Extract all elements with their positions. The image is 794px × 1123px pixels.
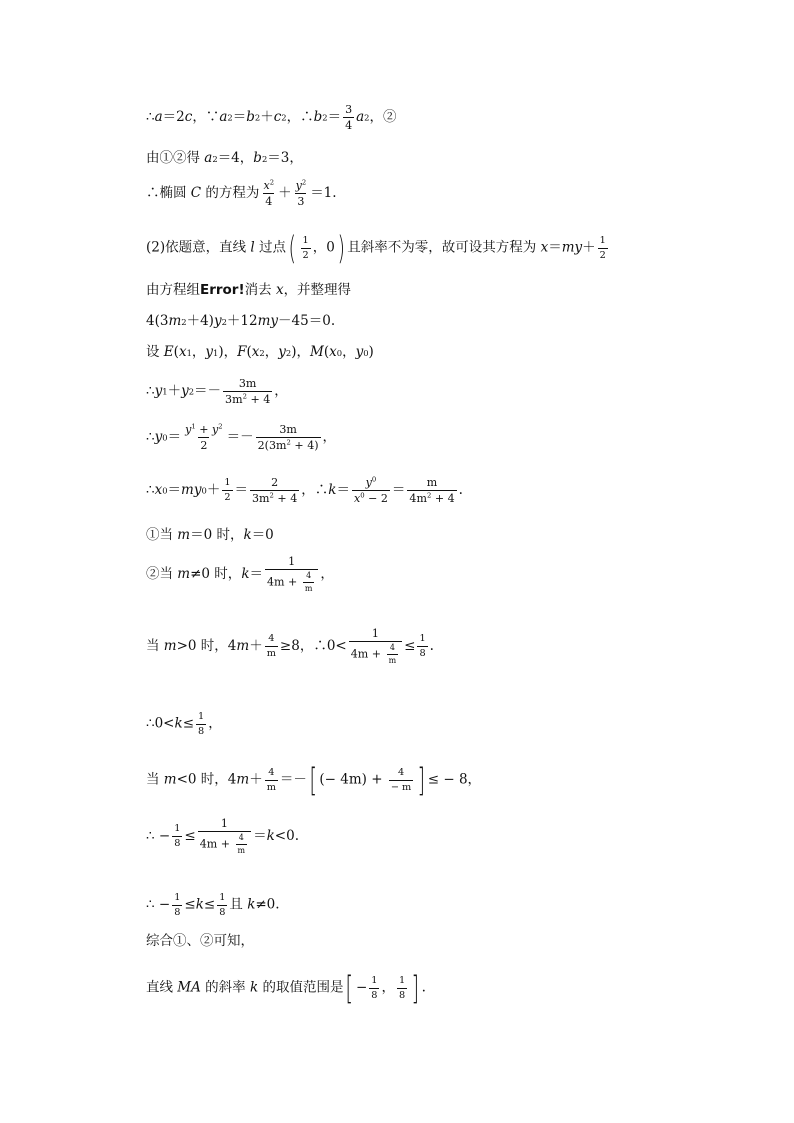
numerator: 1 bbox=[174, 823, 181, 835]
exponent: 0 bbox=[371, 475, 377, 484]
fraction bbox=[196, 712, 206, 736]
var: my bbox=[257, 313, 279, 329]
denominator: − m bbox=[390, 781, 412, 793]
text: ②当 bbox=[146, 565, 178, 582]
var: x bbox=[178, 344, 187, 360]
text: + 4 bbox=[273, 492, 298, 506]
right-paren: ) bbox=[337, 229, 345, 267]
line-3 bbox=[146, 180, 337, 207]
denominator: 3 bbox=[297, 195, 305, 209]
text: ) bbox=[368, 344, 374, 360]
text: ＝－ bbox=[226, 428, 254, 445]
text: <0 时，4 bbox=[176, 771, 237, 788]
text: ＋ bbox=[249, 637, 263, 654]
text: + 4 bbox=[431, 492, 455, 506]
text: ＝0 bbox=[251, 527, 274, 543]
numerator: 4 bbox=[389, 643, 395, 653]
exponent: 2 bbox=[269, 491, 274, 500]
text: ∴ − bbox=[146, 827, 171, 844]
denominator: 4 bbox=[265, 195, 273, 209]
subscript: 2 bbox=[259, 347, 265, 358]
fraction bbox=[343, 104, 354, 131]
var: k bbox=[195, 896, 204, 913]
text: ， bbox=[191, 344, 206, 360]
var: a bbox=[204, 150, 213, 166]
exponent: 2 bbox=[212, 153, 218, 164]
var: x bbox=[251, 344, 260, 360]
subscript: 0 bbox=[162, 432, 168, 443]
numerator: 1 bbox=[419, 633, 426, 645]
text: ， bbox=[264, 344, 279, 360]
text: ， bbox=[342, 344, 356, 360]
text: 3m bbox=[225, 393, 243, 407]
var: m bbox=[177, 527, 191, 543]
fraction bbox=[352, 477, 390, 504]
exponent: 2 bbox=[218, 422, 223, 431]
fraction bbox=[256, 424, 321, 451]
line-16 bbox=[146, 818, 299, 855]
text: ＝－ bbox=[194, 382, 222, 399]
var: y bbox=[181, 382, 189, 399]
var: b bbox=[253, 150, 262, 166]
var: m bbox=[236, 637, 250, 654]
text: ①当 bbox=[146, 527, 178, 543]
var: a bbox=[154, 108, 163, 125]
text: ≤ bbox=[184, 896, 196, 913]
text: ，∴ bbox=[301, 481, 329, 498]
text: ∴ − bbox=[146, 896, 171, 913]
text: ( bbox=[173, 344, 179, 360]
var: my bbox=[181, 481, 202, 498]
denominator bbox=[198, 831, 251, 855]
text: 4m + bbox=[350, 647, 385, 661]
numerator: 1 bbox=[288, 555, 296, 568]
var: y bbox=[212, 423, 219, 436]
fraction bbox=[417, 634, 427, 658]
text: 由①②得 bbox=[146, 150, 205, 166]
var: y bbox=[213, 313, 222, 329]
denominator: m bbox=[266, 648, 276, 659]
exponent: 2 bbox=[322, 112, 328, 123]
var: F bbox=[237, 344, 247, 360]
text: ＋ bbox=[167, 382, 182, 399]
var: E bbox=[163, 344, 174, 360]
exponent: 2 bbox=[269, 178, 275, 187]
denominator: m bbox=[388, 656, 397, 666]
fraction bbox=[387, 644, 399, 665]
var: y bbox=[278, 344, 286, 360]
line-14 bbox=[146, 712, 222, 736]
text: 设 bbox=[146, 344, 164, 360]
denominator bbox=[349, 641, 402, 665]
fraction bbox=[407, 477, 456, 504]
var: k bbox=[328, 481, 337, 498]
numerator: 1 bbox=[302, 234, 309, 246]
text: ，② bbox=[369, 108, 397, 125]
text: －45＝0. bbox=[278, 313, 336, 329]
right-bracket: ] bbox=[417, 761, 426, 799]
numerator: 4 bbox=[397, 766, 405, 778]
text: ，并整理得 bbox=[283, 282, 352, 298]
fraction bbox=[397, 976, 407, 1000]
line-1 bbox=[146, 104, 397, 131]
subscript: 0 bbox=[162, 485, 168, 496]
text: + 4) bbox=[290, 439, 319, 453]
fraction bbox=[301, 236, 311, 260]
var: m bbox=[163, 637, 177, 654]
text: )， bbox=[218, 344, 238, 360]
var: b bbox=[246, 108, 255, 125]
text: 当 bbox=[146, 637, 164, 654]
var: c bbox=[184, 108, 193, 125]
numerator: 1 bbox=[220, 817, 228, 830]
fraction bbox=[222, 478, 232, 502]
var: c bbox=[273, 108, 282, 125]
fraction bbox=[217, 893, 227, 917]
subscript: 2 bbox=[188, 386, 195, 397]
exponent: 0 bbox=[360, 491, 365, 500]
var: y bbox=[365, 476, 372, 489]
text: ＝ bbox=[167, 428, 182, 445]
text: ≥8，∴0< bbox=[279, 637, 347, 654]
fraction bbox=[265, 768, 278, 792]
text: )， bbox=[291, 344, 310, 360]
text: ， bbox=[208, 715, 222, 732]
text: ， bbox=[274, 382, 288, 399]
numerator: 1 bbox=[224, 477, 231, 489]
text: 消去 bbox=[244, 282, 276, 298]
exponent: 2 bbox=[254, 112, 261, 123]
text: + bbox=[195, 423, 212, 436]
text: ∴ bbox=[146, 108, 155, 125]
numerator bbox=[364, 477, 379, 490]
var: k bbox=[174, 715, 183, 732]
line-9 bbox=[146, 424, 336, 451]
denominator: 2 bbox=[302, 249, 309, 261]
numerator: 1 bbox=[198, 711, 205, 722]
text: ＝－ bbox=[279, 771, 307, 788]
subscript: 2 bbox=[285, 347, 292, 358]
text: ＝ bbox=[234, 481, 248, 498]
exponent: 2 bbox=[221, 316, 227, 327]
text: <0. bbox=[274, 827, 299, 844]
subscript: 0 bbox=[336, 347, 343, 358]
var: x bbox=[263, 179, 270, 192]
fraction bbox=[265, 634, 278, 658]
error-text: Error! bbox=[200, 282, 245, 298]
denominator: 8 bbox=[398, 989, 406, 1001]
text: ＝1. bbox=[310, 184, 337, 201]
text: 直线 bbox=[146, 979, 178, 996]
numerator: 1 bbox=[371, 974, 378, 986]
var: m bbox=[168, 313, 182, 329]
fraction bbox=[236, 834, 248, 855]
denominator bbox=[407, 490, 456, 504]
exponent: 2 bbox=[301, 178, 307, 187]
text: ( bbox=[323, 344, 330, 360]
text: ≠0 时， bbox=[190, 565, 242, 582]
denominator bbox=[265, 569, 318, 593]
left-bracket: [ bbox=[345, 969, 354, 1007]
text: 3m bbox=[252, 492, 270, 506]
text: ∴ bbox=[146, 481, 155, 498]
text: ，∴ bbox=[286, 108, 314, 125]
text: 由方程组 bbox=[146, 282, 200, 298]
text: 4m + bbox=[199, 837, 234, 851]
line-18 bbox=[146, 935, 254, 949]
denominator: 2 bbox=[599, 249, 606, 261]
numerator bbox=[294, 180, 309, 193]
var: y bbox=[154, 428, 163, 445]
fraction bbox=[172, 824, 182, 848]
var: x bbox=[540, 239, 549, 256]
denominator: 8 bbox=[371, 989, 378, 1001]
text: ＝ bbox=[249, 565, 263, 582]
denominator bbox=[250, 490, 299, 504]
fraction bbox=[389, 768, 413, 792]
text: ＝ bbox=[391, 481, 406, 498]
var: m bbox=[177, 565, 191, 582]
text: . bbox=[429, 637, 434, 654]
numerator bbox=[183, 424, 225, 437]
text: ＋ bbox=[249, 771, 263, 788]
var: y bbox=[185, 423, 192, 436]
var: k bbox=[241, 565, 250, 582]
fraction bbox=[294, 180, 309, 207]
fraction bbox=[250, 477, 299, 504]
text: ∴0< bbox=[146, 715, 175, 732]
var: b bbox=[313, 108, 323, 125]
text: 的方程为 bbox=[201, 184, 260, 201]
text: 当 bbox=[146, 771, 164, 788]
exponent: 2 bbox=[281, 112, 287, 123]
exponent: 2 bbox=[181, 316, 187, 327]
var: m bbox=[236, 771, 250, 788]
fraction bbox=[303, 572, 315, 593]
text: 4m bbox=[409, 492, 427, 506]
line-13 bbox=[146, 628, 434, 665]
fraction bbox=[198, 818, 251, 855]
text: ≤ bbox=[184, 827, 196, 844]
fraction bbox=[265, 556, 318, 593]
numerator: 3m bbox=[279, 423, 297, 436]
numerator: 1 bbox=[398, 974, 406, 986]
denominator: 8 bbox=[219, 906, 226, 918]
text: ≤ bbox=[404, 637, 416, 654]
numerator: 4 bbox=[268, 633, 275, 645]
text: (− 4m) + bbox=[319, 771, 387, 788]
exponent: 2 bbox=[261, 153, 268, 164]
text: ＋ bbox=[278, 184, 292, 201]
line-6 bbox=[146, 315, 335, 329]
text: 且 bbox=[229, 896, 248, 913]
denominator: 8 bbox=[174, 906, 181, 918]
text: (2)依题意，直线 bbox=[146, 239, 251, 256]
text: 过点 bbox=[254, 239, 287, 256]
line-10 bbox=[146, 477, 463, 504]
var: a bbox=[219, 108, 228, 125]
text: 的斜率 bbox=[200, 979, 250, 996]
line-5 bbox=[146, 284, 351, 298]
subscript: 0 bbox=[363, 347, 369, 358]
var: x bbox=[329, 344, 337, 360]
text: ( bbox=[246, 344, 252, 360]
var: MA bbox=[177, 979, 201, 996]
fraction bbox=[172, 893, 182, 917]
numerator: 4 bbox=[238, 833, 244, 843]
denominator bbox=[256, 437, 321, 451]
text: . bbox=[458, 481, 463, 498]
var: x bbox=[353, 492, 361, 506]
numerator: 1 bbox=[371, 627, 379, 640]
var: my bbox=[561, 239, 583, 256]
exponent: 2 bbox=[426, 491, 432, 500]
var: C bbox=[190, 184, 202, 201]
line-8 bbox=[146, 378, 288, 405]
fraction bbox=[349, 628, 402, 665]
text: ≤ bbox=[203, 896, 216, 913]
text: ＝ bbox=[327, 108, 342, 125]
left-paren: ( bbox=[288, 229, 297, 267]
denominator: 8 bbox=[419, 648, 426, 659]
text: ＝ bbox=[232, 108, 247, 125]
denominator bbox=[352, 490, 390, 504]
exponent: 2 bbox=[242, 392, 247, 401]
numerator: 3m bbox=[238, 377, 257, 390]
text: ，∵ bbox=[192, 108, 220, 125]
text: 4m + bbox=[267, 575, 301, 589]
numerator: m bbox=[426, 476, 438, 489]
line-2 bbox=[146, 152, 303, 166]
fraction bbox=[223, 378, 272, 405]
line-15 bbox=[146, 761, 482, 799]
text: ∴ bbox=[146, 428, 155, 445]
exponent: 2 bbox=[364, 112, 370, 123]
exponent: 1 bbox=[191, 422, 196, 431]
text: >0 时，4 bbox=[176, 637, 237, 654]
text: ＝3， bbox=[267, 150, 303, 166]
line-11 bbox=[146, 529, 274, 543]
numerator: 4 bbox=[306, 571, 312, 581]
text: ＋4) bbox=[186, 313, 214, 329]
text: + 4 bbox=[246, 393, 271, 407]
numerator: 4 bbox=[268, 766, 275, 778]
var: l bbox=[250, 239, 255, 256]
var: y bbox=[154, 382, 163, 399]
denominator: 4 bbox=[345, 119, 353, 133]
numerator: 1 bbox=[599, 234, 606, 246]
text: 4(3 bbox=[146, 313, 169, 329]
text: ＋ bbox=[260, 108, 274, 125]
text: − bbox=[355, 979, 368, 996]
line-7 bbox=[146, 346, 374, 360]
var: M bbox=[310, 344, 324, 360]
var: y bbox=[295, 179, 302, 192]
text: − 2 bbox=[364, 492, 388, 506]
numerator: 1 bbox=[174, 892, 181, 903]
text: ∴椭圆 bbox=[146, 184, 191, 201]
denominator: m bbox=[266, 781, 276, 793]
text: . bbox=[421, 979, 426, 996]
text: ≤ bbox=[182, 715, 194, 732]
text: ＝4， bbox=[217, 150, 254, 166]
line-4 bbox=[146, 229, 610, 267]
subscript: 1 bbox=[186, 347, 192, 358]
text: ＝2 bbox=[162, 108, 185, 125]
exponent: 2 bbox=[227, 112, 233, 123]
denominator: 8 bbox=[174, 838, 181, 849]
denominator bbox=[223, 391, 272, 405]
text: ，0 bbox=[312, 239, 335, 256]
text: ＝ bbox=[167, 481, 182, 498]
fraction bbox=[369, 976, 379, 1000]
line-12 bbox=[146, 556, 334, 593]
var: x bbox=[275, 282, 284, 298]
text: ＝ bbox=[548, 239, 562, 256]
text: ＝ bbox=[336, 481, 350, 498]
numerator: 1 bbox=[219, 892, 226, 903]
text: ∴ bbox=[146, 382, 155, 399]
text: ＋ bbox=[582, 239, 596, 256]
var: x bbox=[154, 481, 163, 498]
var: k bbox=[243, 527, 252, 543]
text: ≠0. bbox=[255, 896, 280, 913]
line-17 bbox=[146, 893, 280, 917]
var: k bbox=[249, 979, 259, 996]
numerator: 2 bbox=[271, 476, 279, 489]
text: ， bbox=[322, 428, 337, 445]
fraction bbox=[598, 236, 608, 260]
var: y bbox=[205, 344, 214, 360]
denominator: 2 bbox=[200, 439, 208, 453]
var: a bbox=[356, 108, 365, 125]
fraction bbox=[183, 424, 225, 451]
text: ＋ bbox=[206, 481, 221, 498]
exponent: 2 bbox=[286, 438, 291, 447]
var: y bbox=[355, 344, 364, 360]
text: 且斜率不为零，故可设其方程为 bbox=[347, 239, 541, 256]
denominator: m bbox=[237, 846, 246, 856]
subscript: 1 bbox=[162, 386, 168, 397]
text: 综合①、②可知， bbox=[146, 933, 254, 949]
text: ≤ − 8， bbox=[427, 771, 482, 788]
subscript: 0 bbox=[201, 485, 207, 496]
text: ， bbox=[381, 979, 395, 996]
right-bracket: ] bbox=[411, 969, 420, 1007]
subscript: 1 bbox=[213, 347, 219, 358]
numerator: 3 bbox=[345, 103, 353, 116]
text: ， bbox=[320, 565, 334, 582]
var: k bbox=[247, 896, 256, 913]
text: ＋12 bbox=[226, 313, 258, 329]
var: m bbox=[163, 771, 177, 788]
numerator bbox=[261, 180, 276, 193]
text: 2(3m bbox=[257, 439, 287, 453]
denominator: m bbox=[304, 584, 313, 594]
denominator: 8 bbox=[198, 725, 205, 737]
text: ＝ bbox=[253, 827, 267, 844]
var: k bbox=[266, 827, 275, 844]
line-19 bbox=[146, 969, 426, 1007]
text: 的取值范围是 bbox=[258, 979, 344, 996]
text: ＝0 时， bbox=[190, 527, 244, 543]
left-bracket: [ bbox=[309, 761, 317, 799]
denominator: 2 bbox=[224, 492, 231, 504]
fraction bbox=[261, 180, 276, 207]
